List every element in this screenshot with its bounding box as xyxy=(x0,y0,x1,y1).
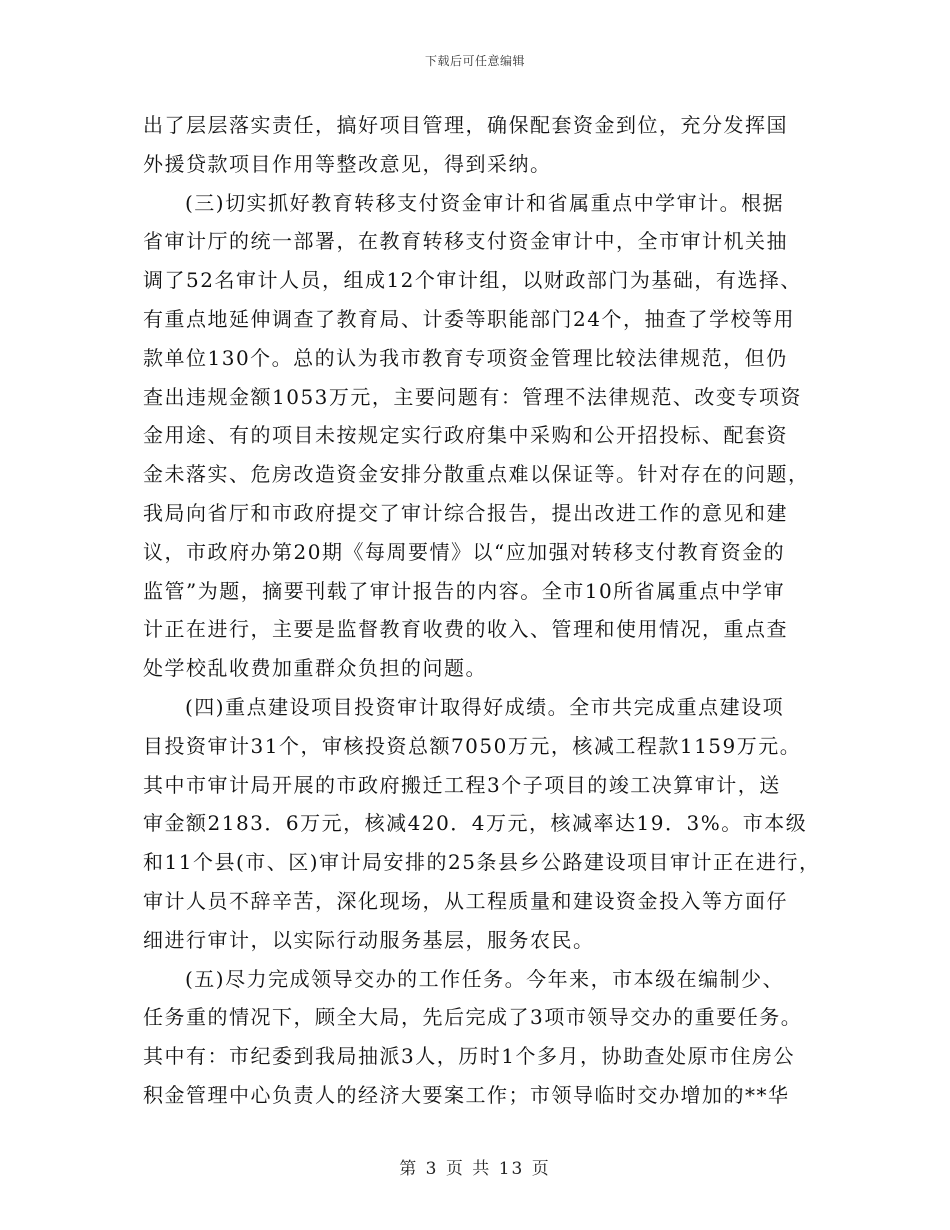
text-line: 审计人员不辞辛苦，深化现场，从工程质量和建设资金投入等方面仔 xyxy=(143,888,788,913)
text-line: 款单位130个。总的认为我市教育专项资金管理比较法律规范，但仍 xyxy=(143,345,788,370)
text-line: 有重点地延伸调查了教育局、计委等职能部门24个，抽查了学校等用 xyxy=(143,306,795,331)
text-line: 查出违规金额1053万元，主要问题有：管理不法律规范、改变专项资 xyxy=(143,384,802,409)
section-heading-line: (五)尽力完成领导交办的工作任务。今年来，市本级在编制少、 xyxy=(185,966,785,991)
text-line: 处学校乱收费加重群众负担的问题。 xyxy=(143,656,487,681)
text-line: 其中有：市纪委到我局抽派3人，历时1个多月，协助查处原市住房公 xyxy=(143,1044,795,1069)
text-line: 其中市审计局开展的市政府搬迁工程3个子项目的竣工决算审计，送 xyxy=(143,772,781,797)
text-line: 积金管理中心负责人的经济大要案工作；市领导临时交办增加的**华 xyxy=(143,1082,790,1107)
text-line: 计正在进行，主要是监督教育收费的收入、管理和使用情况，重点查 xyxy=(143,617,788,642)
text-line: 议，市政府办第20期《每周要情》以“应加强对转移支付教育资金的 xyxy=(143,539,786,564)
text-line: 和11个县(市、区)审计局安排的25条县乡公路建设项目审计正在进行， xyxy=(143,850,821,875)
page-header: 下载后可任意编辑 xyxy=(424,54,525,68)
text-line: 监管”为题，摘要刊载了审计报告的内容。全市10所省属重点中学审 xyxy=(143,578,786,603)
text-line: 调了52名审计人员，组成12个审计组，以财政部门为基础，有选择、 xyxy=(143,268,802,293)
text-line: 任务重的情况下，顾全大局，先后完成了3项市领导交办的重要任务。 xyxy=(143,1005,803,1030)
text-line: 细进行审计，以实际行动服务基层，服务农民。 xyxy=(143,927,595,952)
text-line: 金未落实、危房改造资金安排分散重点难以保证等。针对存在的问题， xyxy=(143,462,810,487)
text-line: 省审计厅的统一部署，在教育转移支付资金审计中，全市审计机关抽 xyxy=(143,229,788,254)
text-line: 我局向省厅和市政府提交了审计综合报告，提出改进工作的意见和建 xyxy=(143,500,788,525)
document-body xyxy=(143,106,823,1115)
text-line: 外援贷款项目作用等整改意见，得到采纳。 xyxy=(143,151,552,176)
section-heading-line: (三)切实抓好教育转移支付资金审计和省属重点中学审计。根据 xyxy=(185,190,785,215)
section-heading-line: (四)重点建设项目投资审计取得好成绩。全市共完成重点建设项 xyxy=(185,694,785,719)
text-line: 目投资审计31个，审核投资总额7050万元，核减工程款1159万元。 xyxy=(143,733,802,758)
text-line: 金用途、有的项目未按规定实行政府集中采购和公开招投标、配套资 xyxy=(143,423,788,448)
text-line: 出了层层落实责任，搞好项目管理，确保配套资金到位，充分发挥国 xyxy=(143,113,788,137)
text-line: 审金额2183．6万元，核减420．4万元，核减率达19．3%。市本级 xyxy=(143,811,808,836)
page-number: 第 3 页 共 13 页 xyxy=(399,1159,551,1179)
